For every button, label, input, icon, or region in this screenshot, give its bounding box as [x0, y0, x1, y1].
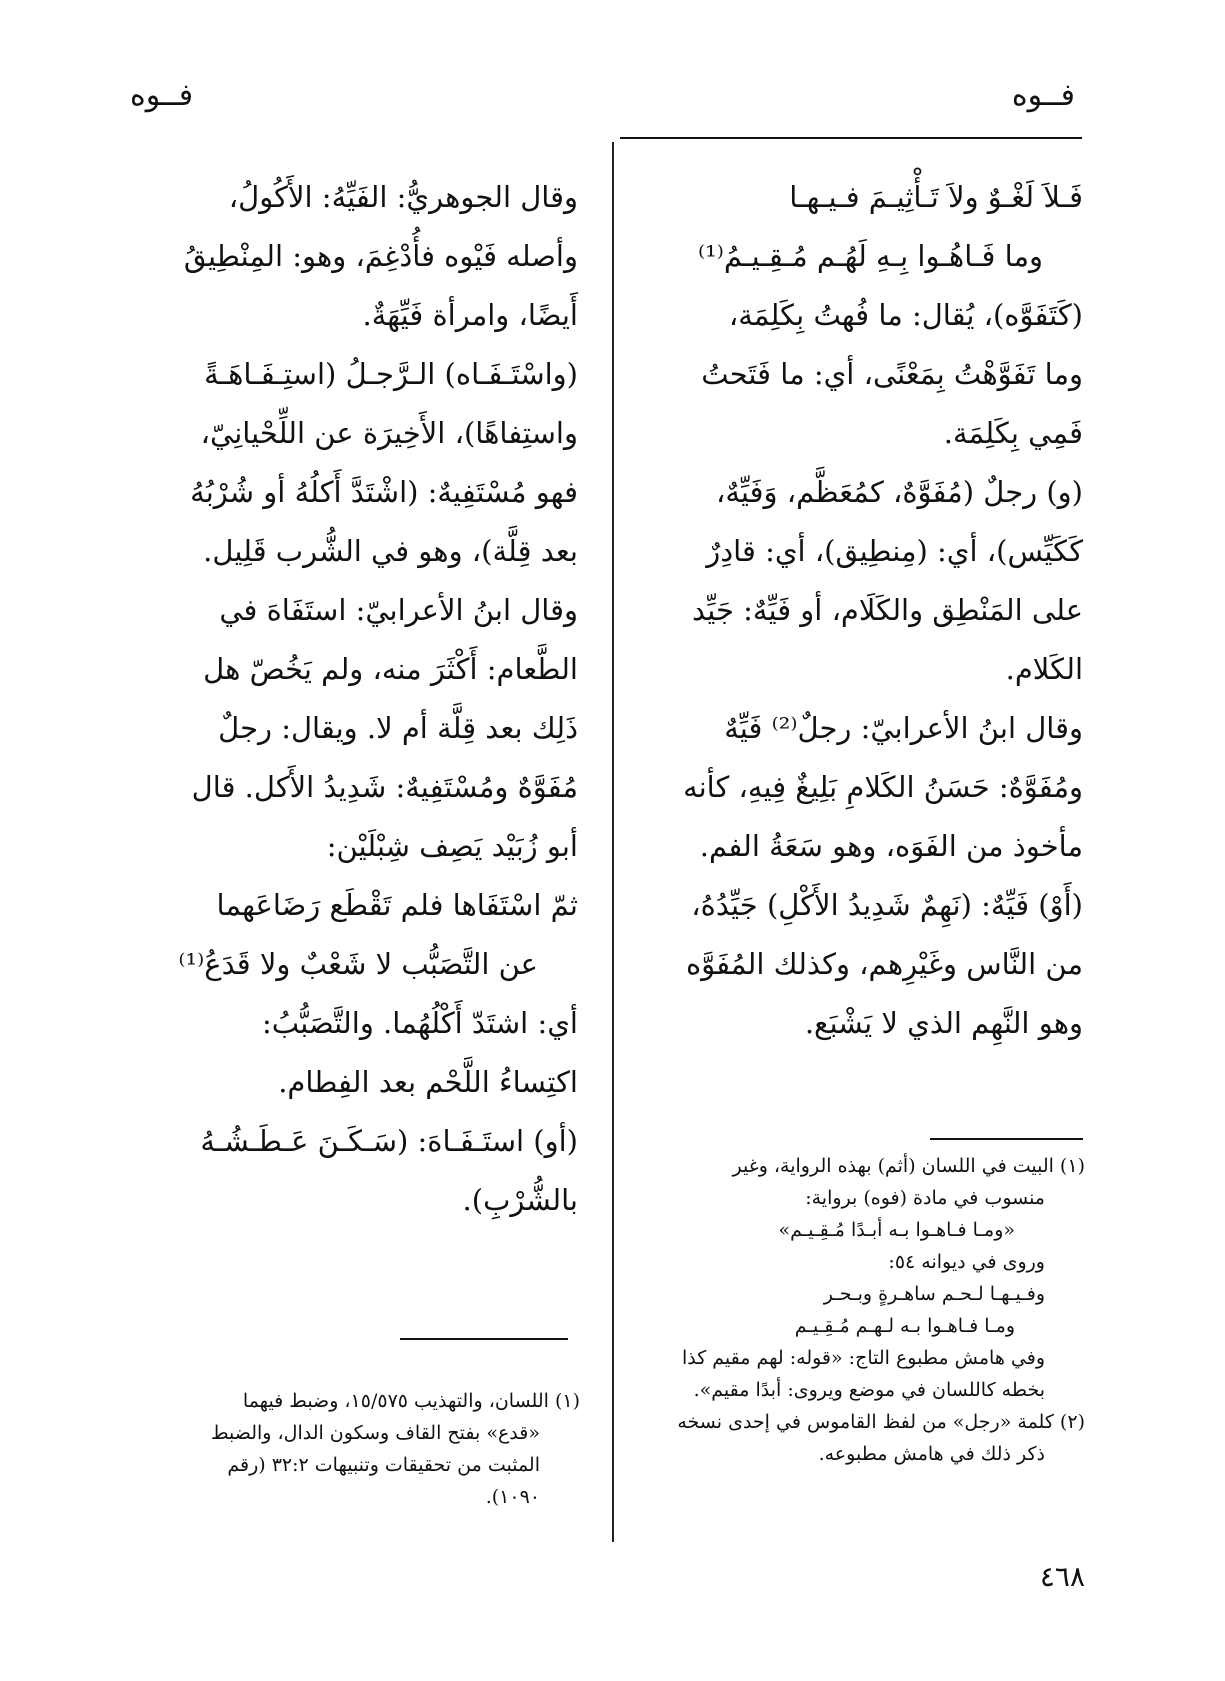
footnote-verse: ومـا فـاهـوا بـه لـهـم مُـقِـيـم [794, 1315, 1015, 1337]
text-line: وما تَفَوَّهْتُ بِمَعْنًى، أي: ما فَتَحتُ [701, 357, 1083, 391]
footnote-rule-right [930, 1138, 1083, 1140]
footnote-rule-left [400, 1338, 568, 1340]
footnote-line: وفي هامش مطبوع التاج: «قوله: لهم مقيم كذا [681, 1347, 1045, 1369]
footnote-verse: «ومـا فـاهـوا بـه أبـدًا مُـقِـيـم» [778, 1219, 1015, 1241]
header-left-keyword: فــوه [130, 78, 194, 113]
footnote-line: المثبت من تحقيقات وتنبيهات ٣٢:٢ (رقم [227, 1454, 540, 1476]
text-line: (واسْتَـفَـاه) الـرَّجـلُ (استِـفَـاهَـةً [204, 357, 578, 391]
footnote-line: (١) البيت في اللسان (أثم) بهذه الرواية، وغير [732, 1155, 1085, 1177]
text-line: فَمِي بِكَلِمَة. [943, 416, 1083, 450]
footnote-line: بخطه كاللسان في موضع ويروى: أبدًا مقيم». [693, 1379, 1045, 1401]
header-right-keyword: فــوه [1011, 78, 1075, 113]
text-line: واستِفاهًا)، الأَخِيرَة عن اللِّحْيانِيّ، [200, 416, 578, 450]
footnote-line: ذكر ذلك في هامش مطبوعه. [818, 1443, 1045, 1465]
text-line: أي: اشتَدّ أَكْلُهُما. والتَّصَبُّبُ: [262, 1006, 578, 1040]
header-rule [620, 137, 1082, 139]
footnote-verse: وفـيـهـا لـحـم ساهـرةٍ وبـحـر [823, 1283, 1045, 1305]
text-line: وقال الجوهريُّ: الفَيِّهُ: الأَكُولُ، [228, 180, 578, 214]
text-line: اكتِساءُ اللَّحْم بعد الفِطام. [278, 1065, 578, 1099]
text-line: الكَلام. [1005, 652, 1083, 686]
footnotes-left [130, 1385, 580, 1513]
text-line: مأخوذ من الفَوَه، وهو سَعَةُ الفم. [699, 829, 1083, 863]
text-line: كَكَيِّس)، أي: (مِنطِيق)، أي: قادِرٌ [706, 534, 1083, 568]
verse-line: ثمّ اسْتَفَاها فلم تَقْطَع رَضَاعَهما [216, 888, 578, 922]
footnote-line: «قدع» بفتح القاف وسكون الدال، والضبط [210, 1422, 540, 1444]
page-number: ٤٦٨ [1039, 1560, 1085, 1593]
right-column [655, 168, 1083, 1053]
verse-line: عن التَّصَبُّب لا شَعْبٌ ولا قَدَعُ⁽¹⁾ [178, 947, 538, 981]
text-line: وهو النَّهِم الذي لا يَشْبَع. [804, 1006, 1083, 1040]
verse-line: فَـلاَ لَغْـوٌ ولاَ تَـأْثِيـمَ فـيـهـا [789, 180, 1083, 214]
text-line: (أَوْ) فَيِّهٌ: (نَهِمٌ شَدِيدُ الأَكْلِ) جَيِّدُهُ، [691, 888, 1083, 922]
text-line: الطَّعام: أَكْثَرَ منه، ولم يَخُصّ هل [203, 652, 578, 686]
footnote-line: ١٠٩٠). [485, 1486, 540, 1508]
text-line: وقال ابنُ الأعرابيّ: رجلٌ⁽²⁾ فَيِّهٌ [724, 711, 1083, 745]
footnote-line: (٢) كلمة «رجل» من لفظ القاموس في إحدى نسخه [677, 1411, 1085, 1433]
text-line: (أو) استَـفَـاهَ: (سَـكَـنَ عَـطَـشُـهُ [200, 1124, 578, 1158]
footnote-line: (١) اللسان، والتهذيب ١٥/٥٧٥، وضبط فيهما [242, 1390, 580, 1412]
footnote-line: وروى في ديوانه ٥٤: [888, 1251, 1045, 1273]
text-line: فهو مُسْتَفِيهٌ: (اشْتَدَّ أَكلُهُ أو شُرْبُهُ [190, 475, 578, 509]
column-divider [612, 142, 614, 1542]
text-line: وأصله فَيْوه فأُدْغِمَ، وهو: المِنْطِيقُ [183, 239, 578, 273]
text-line: على المَنْطِق والكَلَام، أو فَيِّهٌ: جَيِّد [692, 593, 1083, 627]
text-line: من النَّاس وغَيْرِهم، وكذلك المُفَوَّه [685, 947, 1083, 981]
text-line: بالشُّرْبِ). [462, 1183, 578, 1217]
text-line: بعد قِلَّة)، وهو في الشُّرب قَلِيل. [203, 534, 578, 568]
footnote-line: منسوب في مادة (فوه) برواية: [805, 1187, 1045, 1209]
text-line: (و) رجلٌ (مُفَوَّهٌ، كمُعَظَّم، وَفَيِّهٌ، [716, 475, 1083, 509]
text-line: مُفَوَّهٌ ومُسْتَفِيهٌ: شَدِيدُ الأَكل. قال [191, 770, 578, 804]
text-line: أَيضًا، وامرأة فَيِّهَةٌ. [362, 298, 578, 332]
text-line: ومُفَوَّهٌ: حَسَنُ الكَلامِ بَلِيغٌ فِيهِ، كأنه [683, 770, 1083, 804]
text-line: (كَتَفَوَّه)، يُقال: ما فُهتُ بِكَلِمَة، [728, 298, 1083, 332]
text-line: وقال ابنُ الأعرابيّ: استَفَاهَ في [219, 593, 578, 627]
footnotes-right [655, 1150, 1085, 1470]
left-column [130, 168, 578, 1230]
text-line: ذَلِك بعد قِلَّة أم لا. ويقال: رجلٌ [218, 711, 578, 745]
verse-line: وما فَـاهُـوا بِـهِ لَهُـم مُـقِـيـمُ⁽¹⁾ [697, 239, 1043, 273]
text-line: أبو زُبَيْد يَصِف شِبْلَيْن: [326, 829, 578, 863]
